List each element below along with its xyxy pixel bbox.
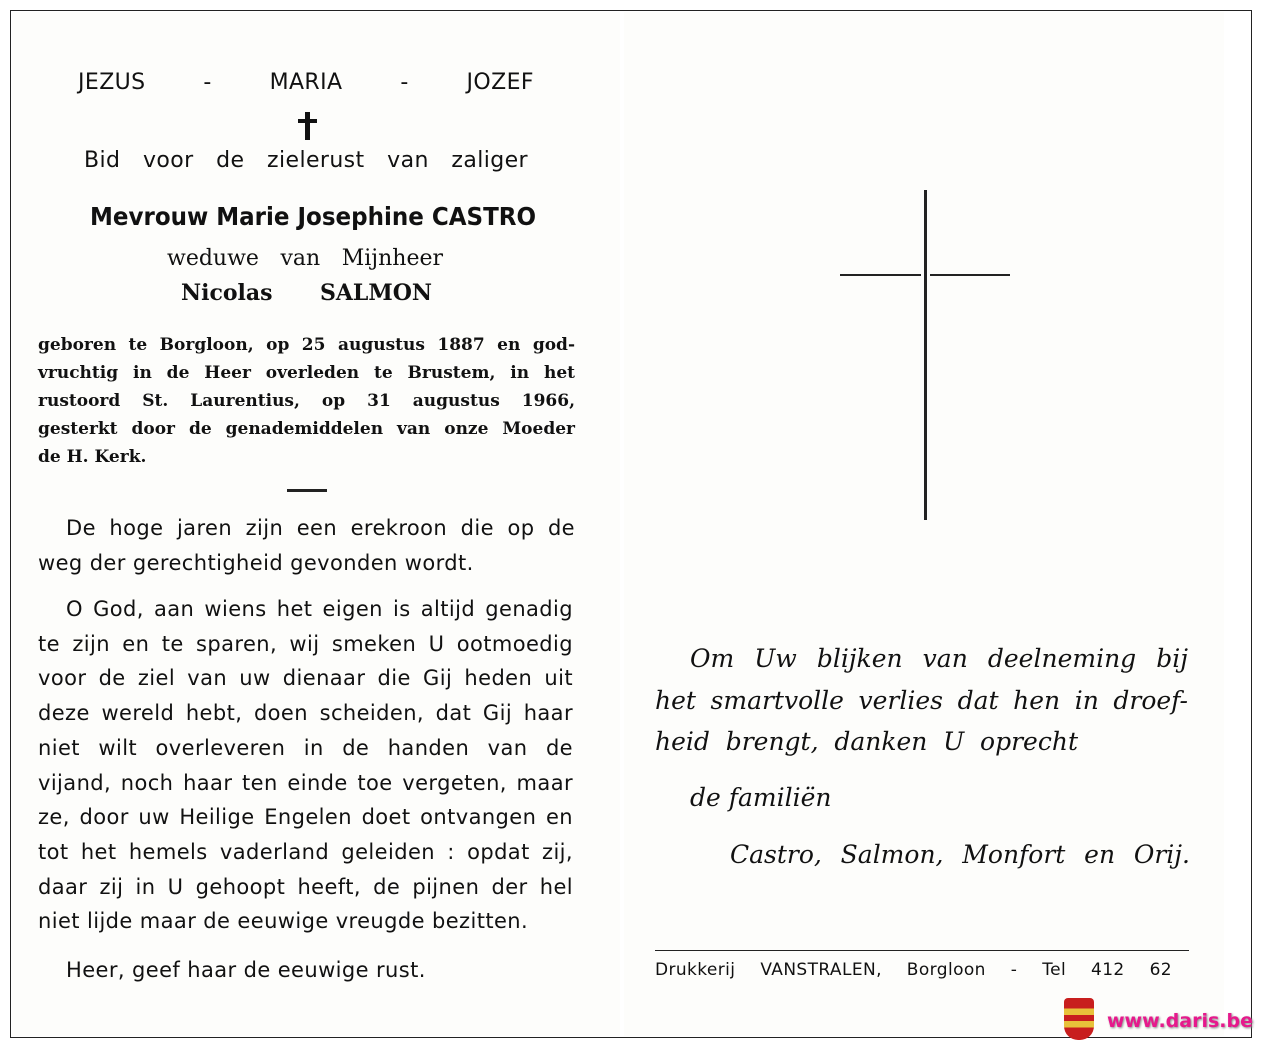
prayer-line: te zijn en te sparen, wij smeken U ootmoedig	[38, 631, 573, 656]
small-cross-icon	[305, 112, 310, 140]
divider	[287, 489, 327, 492]
bio-line: vruchtig in de Heer overleden te Brustem, in het	[38, 363, 575, 383]
prayer-line: niet wilt overleveren in de handen van de	[38, 735, 573, 760]
prayer-line: deze wereld hebt, doen scheiden, dat Gij haar	[38, 701, 573, 726]
verse-line: weg der gerechtigheid gevonden wordt.	[38, 550, 474, 575]
header-line	[78, 70, 534, 95]
header-jozef: JOZEF	[466, 70, 534, 95]
prayer-intro: Bid voor de zielerust van zaliger	[84, 148, 528, 173]
deceased-name: Mevrouw Marie Josephine CASTRO	[90, 202, 537, 231]
bio-line: gesterkt door de genademiddelen van onze Moeder	[38, 419, 575, 439]
prayer-line: tot het hemels vaderland geleiden : opdat zij,	[38, 839, 573, 864]
header-dash: -	[400, 70, 409, 95]
bio-line: geboren te Borgloon, op 25 augustus 1887 en god-	[38, 335, 575, 355]
cross-arm-right	[930, 274, 1010, 276]
family-names: Castro, Salmon, Monfort en Orij.	[730, 840, 1190, 869]
header-maria: MARIA	[269, 70, 343, 95]
husband-name: Nicolas SALMON	[181, 280, 432, 306]
prayer-line: voor de ziel van uw dienaar die Gij heden uit	[38, 666, 573, 691]
prayer-line: vijand, noch haar ten einde toe vergeten, maar	[38, 770, 573, 795]
printer-rule	[655, 950, 1189, 951]
thanks-line: het smartvolle verlies dat hen in droef-	[655, 686, 1188, 715]
prayer-line: ze, door uw Heilige Engelen doet ontvangen en	[38, 805, 573, 830]
watermark: www.daris.be	[1107, 1010, 1253, 1032]
families-label: de familiën	[690, 783, 832, 812]
bio-line: de H. Kerk.	[38, 447, 147, 467]
prayer-line: niet lijde maar de eeuwige vreugde bezitten.	[38, 909, 529, 934]
header-dash: -	[203, 70, 212, 95]
closing-line: Heer, geef haar de eeuwige rust.	[66, 958, 426, 982]
verse-line: De hoge jaren zijn een erekroon die op de	[66, 516, 575, 540]
prayer-line: daar zij in U gehoopt heeft, de pijnen der hel	[38, 874, 573, 899]
thanks-line: Om Uw blijken van deelneming bij	[690, 644, 1188, 673]
small-cross-bar	[298, 119, 317, 123]
widow-of: weduwe van Mijnheer	[167, 246, 443, 271]
cross-arm-left	[840, 274, 921, 276]
large-cross-icon	[924, 190, 927, 520]
header-jezus: JEZUS	[78, 70, 146, 95]
thanks-line: heid brengt, danken U oprecht	[655, 727, 1078, 756]
printer-credit: Drukkerij VANSTRALEN, Borgloon - Tel 412 62	[655, 960, 1172, 980]
bio-line: rustoord St. Laurentius, op 31 augustus 1966,	[38, 391, 575, 411]
coat-of-arms-logo	[1064, 998, 1094, 1040]
prayer-line: O God, aan wiens het eigen is altijd genadig	[66, 597, 573, 621]
